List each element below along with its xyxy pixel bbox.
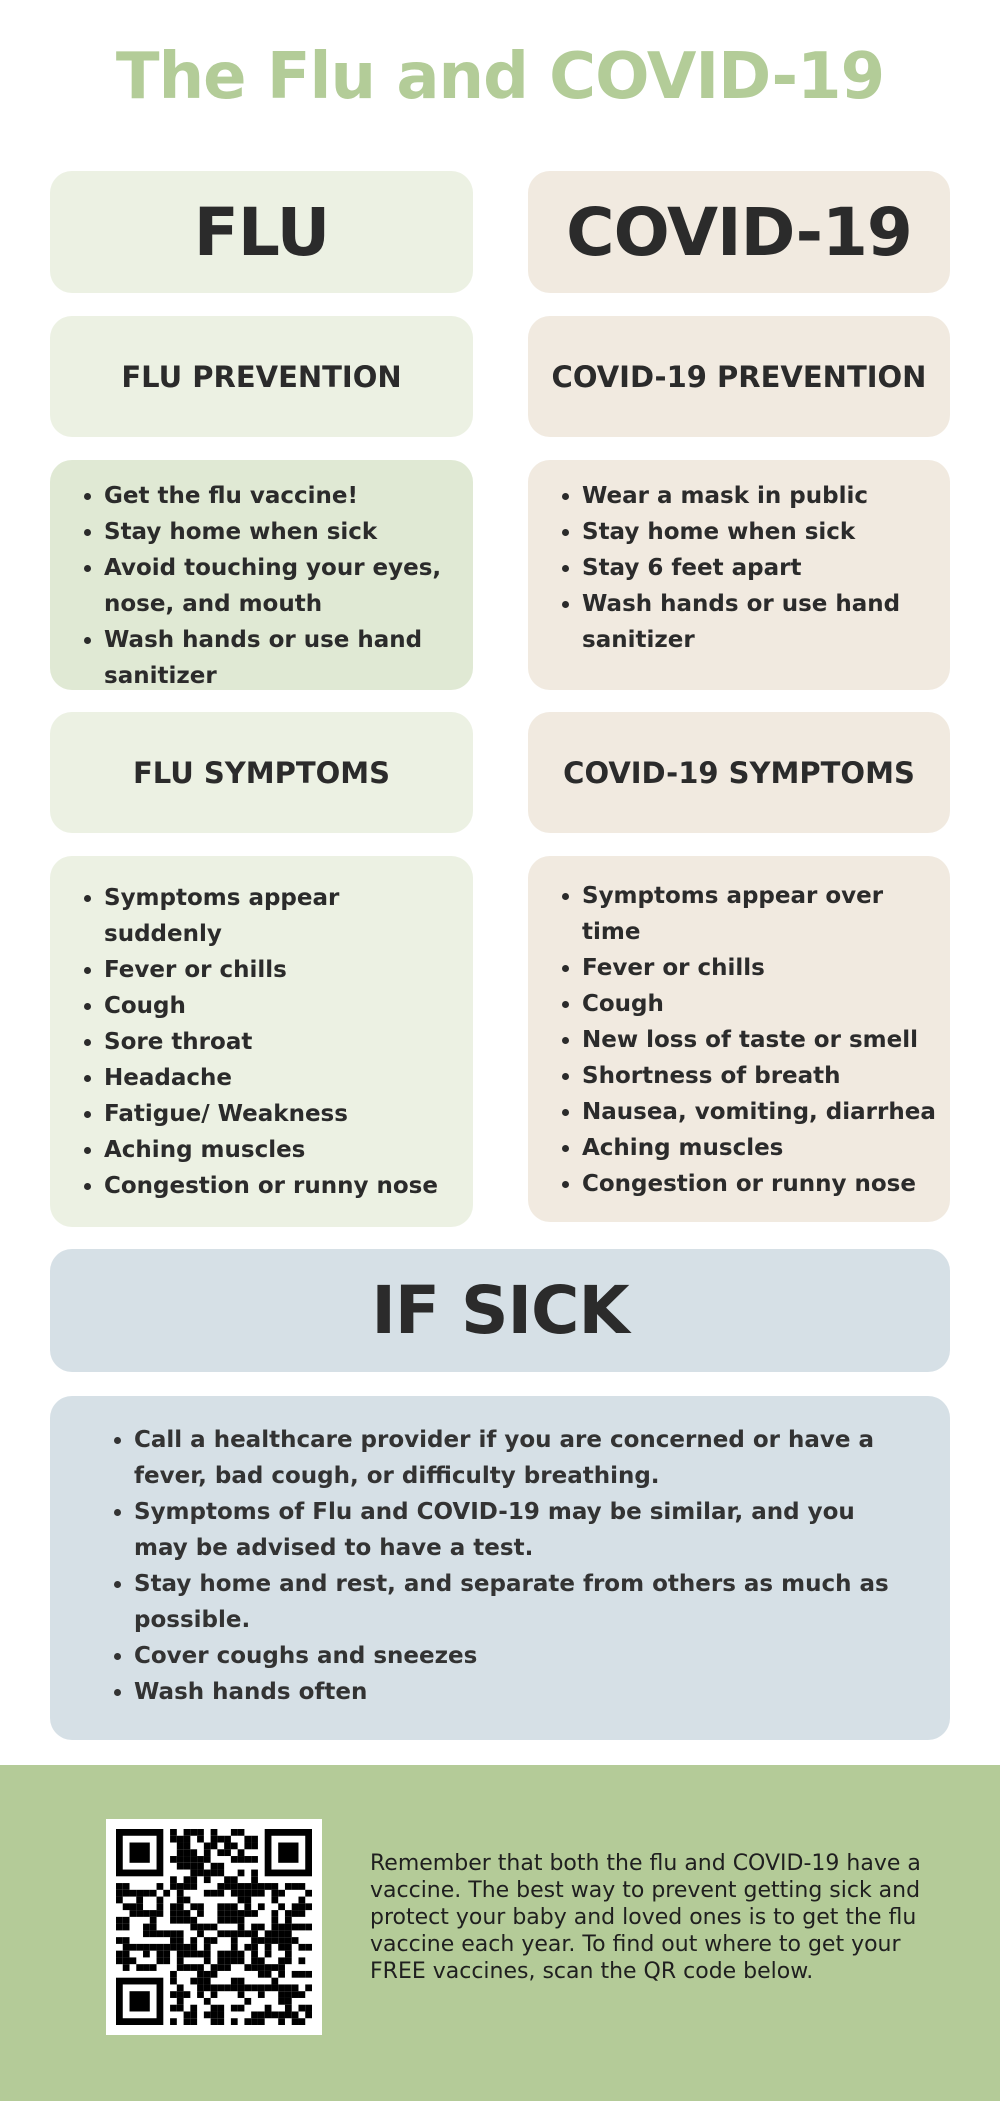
list-item: • Avoid touching your eyes, nose, and mouth [104, 550, 459, 622]
if-sick-heading: IF SICK [50, 1249, 950, 1372]
list-item: • Headache [104, 1060, 459, 1096]
vaccine-note: Remember that both the flu and COVID-19 have a vaccine. The best way to prevent getting sick and protect your baby and loved ones is to get the flu vaccine each year. To find out where to get your FREE vaccines, scan the QR code below. [370, 1851, 921, 1984]
list-item: • Nausea, vomiting, diarrhea [582, 1094, 936, 1130]
list-item: • Congestion or runny nose [104, 1168, 459, 1204]
list-item: • Symptoms appear suddenly [104, 880, 459, 952]
list-item: • Wear a mask in public [582, 478, 936, 514]
qr-code-icon[interactable] [106, 1819, 322, 2035]
list-item: • Aching muscles [582, 1130, 936, 1166]
list-item: • Get the flu vaccine! [104, 478, 459, 514]
list-item: • Symptoms appear over time [582, 878, 936, 950]
if-sick-list [50, 1396, 950, 1740]
list-item: • Cough [104, 988, 459, 1024]
list-item: • Shortness of breath [582, 1058, 936, 1094]
list-item: • New loss of taste or smell [582, 1022, 936, 1058]
list-item: • Fever or chills [582, 950, 936, 986]
flu-symptoms-list [50, 856, 473, 1227]
list-item: • Stay home and rest, and separate from others as much as possible. [134, 1566, 910, 1638]
covid-symptoms-list [528, 856, 950, 1222]
list-item: • Congestion or runny nose [582, 1166, 936, 1202]
list-item: • Cough [582, 986, 936, 1022]
covid-symptoms-title: COVID-19 SYMPTOMS [528, 712, 950, 833]
flu-heading: FLU [50, 171, 473, 293]
covid-heading: COVID-19 [528, 171, 950, 293]
covid-prevention-title: COVID-19 PREVENTION [528, 316, 950, 437]
list-item: • Stay home when sick [104, 514, 459, 550]
list-item: • Fever or chills [104, 952, 459, 988]
list-item: • Wash hands or use hand sanitizer [582, 586, 936, 658]
list-item: • Wash hands or use hand sanitizer [104, 622, 459, 694]
list-item: • Sore throat [104, 1024, 459, 1060]
flu-prevention-list [50, 460, 473, 690]
list-item: • Call a healthcare provider if you are concerned or have a fever, bad cough, or difficulty breathing. [134, 1422, 910, 1494]
list-item: • Wash hands often [134, 1674, 910, 1710]
list-item: • Fatigue/ Weakness [104, 1096, 459, 1132]
list-item: • Symptoms of Flu and COVID-19 may be similar, and you may be advised to have a test. [134, 1494, 910, 1566]
flu-symptoms-title: FLU SYMPTOMS [50, 712, 473, 833]
list-item: • Stay 6 feet apart [582, 550, 936, 586]
list-item: • Aching muscles [104, 1132, 459, 1168]
list-item: • Stay home when sick [582, 514, 936, 550]
flu-prevention-title: FLU PREVENTION [50, 316, 473, 437]
covid-prevention-list [528, 460, 950, 690]
page-title: The Flu and COVID-19 [115, 40, 885, 114]
list-item: • Cover coughs and sneezes [134, 1638, 910, 1674]
